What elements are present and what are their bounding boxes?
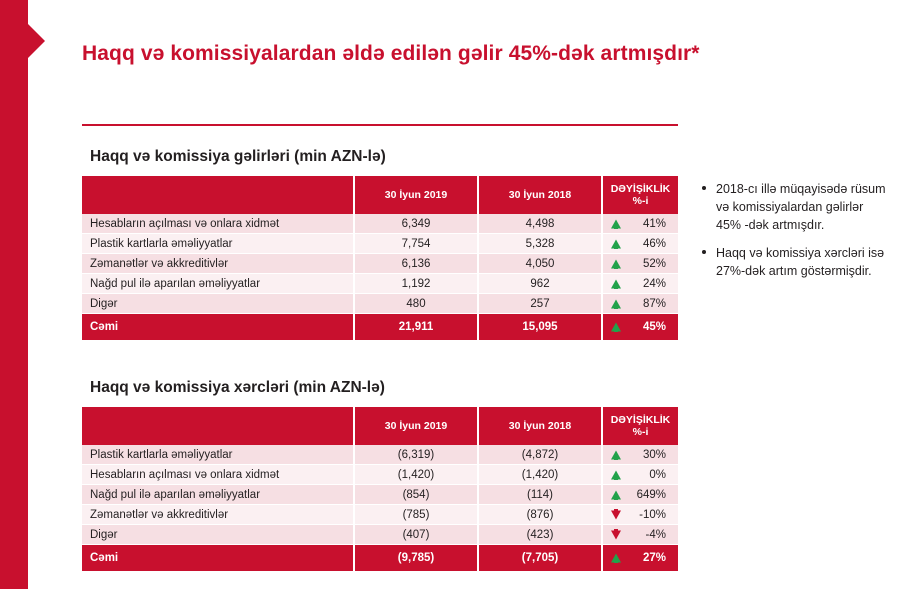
arrow-up-stem-icon: [614, 558, 618, 563]
row-value-2019: 480: [354, 294, 478, 314]
row-value-2018: 4,050: [478, 254, 602, 274]
row-value-2019: (407): [354, 525, 478, 545]
row-label: Plastik kartlarla əməliyyatlar: [82, 234, 354, 254]
list-item: [700, 180, 890, 234]
arrow-up-stem-icon: [614, 224, 618, 229]
row-change: [602, 525, 678, 545]
arrow-up-stem-icon: [614, 455, 618, 460]
bullet-dot-icon: [702, 186, 706, 190]
row-label: Digər: [82, 294, 354, 314]
row-value-2018: 962: [478, 274, 602, 294]
table-total-row: [82, 314, 678, 341]
row-change-value: 24%: [642, 277, 666, 290]
row-change-value: -4%: [645, 528, 666, 541]
row-value-2018: (423): [478, 525, 602, 545]
table-row: [82, 234, 678, 254]
total-label: Cəmi: [82, 545, 354, 572]
row-change-value: 87%: [642, 297, 666, 310]
expense-section-heading: Haqq və komissiya xərcləri (min AZN-lə): [90, 379, 385, 396]
column-header-2018: 30 İyun 2018: [478, 407, 602, 445]
total-change-value: 45%: [642, 321, 666, 333]
total-label: Cəmi: [82, 314, 354, 341]
table-row: [82, 485, 678, 505]
table-row: [82, 274, 678, 294]
row-change-value: 0%: [649, 468, 666, 481]
total-change: [602, 545, 678, 572]
row-label: Hesabların açılması və onlara xidmət: [82, 214, 354, 234]
bullet-dot-icon: [702, 250, 706, 254]
list-item: [700, 244, 890, 280]
arrow-up-stem-icon: [614, 475, 618, 480]
list-item-text: 2018-cı illə müqayisədə rüsum və komissiyalardan gəlirlər 45% -dək artmışdır.: [716, 182, 886, 232]
table-row: [82, 294, 678, 314]
row-change-value: 52%: [642, 257, 666, 270]
arrow-down-stem-icon: [614, 509, 618, 514]
table-row: [82, 525, 678, 545]
arrow-up-stem-icon: [614, 327, 618, 332]
income-table: [82, 176, 678, 340]
arrow-up-stem-icon: [614, 264, 618, 269]
row-value-2018: (876): [478, 505, 602, 525]
total-value-2019: (9,785): [354, 545, 478, 572]
arrow-up-stem-icon: [614, 495, 618, 500]
row-label: Zəmanətlər və akkreditivlər: [82, 254, 354, 274]
row-change: [602, 465, 678, 485]
table-row: [82, 505, 678, 525]
row-change-value: 46%: [642, 237, 666, 250]
column-header-2018: 30 İyun 2018: [478, 176, 602, 214]
row-value-2018: (1,420): [478, 465, 602, 485]
row-label: Plastik kartlarla əməliyyatlar: [82, 445, 354, 465]
income-section-heading: Haqq və komissiya gəlirləri (min AZN-lə): [90, 148, 386, 165]
column-header-2019: 30 İyun 2019: [354, 407, 478, 445]
arrow-down-stem-icon: [614, 529, 618, 534]
list-item-text: Haqq və komissiya xərcləri isə 27%-dək artım göstərmişdir.: [716, 246, 885, 278]
row-change: [602, 274, 678, 294]
row-value-2019: (1,420): [354, 465, 478, 485]
table-header-row: [82, 176, 678, 214]
row-change: [602, 234, 678, 254]
row-value-2019: 6,349: [354, 214, 478, 234]
row-value-2019: 7,754: [354, 234, 478, 254]
table-row: [82, 445, 678, 465]
row-value-2019: (785): [354, 505, 478, 525]
arrow-up-stem-icon: [614, 284, 618, 289]
total-value-2019: 21,911: [354, 314, 478, 341]
table-row: [82, 214, 678, 234]
row-label: Zəmanətlər və akkreditivlər: [82, 505, 354, 525]
row-value-2018: 5,328: [478, 234, 602, 254]
row-change-value: -10%: [639, 508, 666, 521]
page-title: Haqq və komissiyalardan əldə edilən gəlir 45%-dək artmışdır*: [82, 42, 700, 65]
column-header-change: DƏYİŞİKLİK %-i: [602, 407, 678, 445]
expense-table: [82, 407, 678, 571]
row-label: Hesabların açılması və onlara xidmət: [82, 465, 354, 485]
row-value-2019: 6,136: [354, 254, 478, 274]
row-change: [602, 485, 678, 505]
table-row: [82, 254, 678, 274]
row-value-2018: (4,872): [478, 445, 602, 465]
row-value-2019: 1,192: [354, 274, 478, 294]
row-label: Nağd pul ilə aparılan əməliyyatlar: [82, 485, 354, 505]
row-label: Nağd pul ilə aparılan əməliyyatlar: [82, 274, 354, 294]
left-accent-notch: [28, 24, 45, 58]
row-label: Digər: [82, 525, 354, 545]
row-change-value: 30%: [642, 448, 666, 461]
column-header-2019: 30 İyun 2019: [354, 176, 478, 214]
row-change: [602, 254, 678, 274]
row-change: [602, 445, 678, 465]
row-value-2018: (114): [478, 485, 602, 505]
row-change-value: 41%: [642, 217, 666, 230]
row-value-2018: 4,498: [478, 214, 602, 234]
row-change: [602, 214, 678, 234]
total-value-2018: 15,095: [478, 314, 602, 341]
row-change-value: 649%: [636, 488, 666, 501]
arrow-up-stem-icon: [614, 304, 618, 309]
title-divider: [82, 124, 678, 126]
total-change: [602, 314, 678, 341]
column-header-label: [82, 407, 354, 445]
arrow-up-stem-icon: [614, 244, 618, 249]
table-row: [82, 465, 678, 485]
table-total-row: [82, 545, 678, 572]
total-change-value: 27%: [642, 552, 666, 564]
row-change: [602, 294, 678, 314]
column-header-label: [82, 176, 354, 214]
table-header-row: [82, 407, 678, 445]
column-header-change: DƏYİŞİKLİK %-i: [602, 176, 678, 214]
row-value-2018: 257: [478, 294, 602, 314]
commentary-list: [700, 180, 890, 290]
left-accent-bar: [0, 0, 28, 589]
row-value-2019: (6,319): [354, 445, 478, 465]
row-value-2019: (854): [354, 485, 478, 505]
total-value-2018: (7,705): [478, 545, 602, 572]
row-change: [602, 505, 678, 525]
